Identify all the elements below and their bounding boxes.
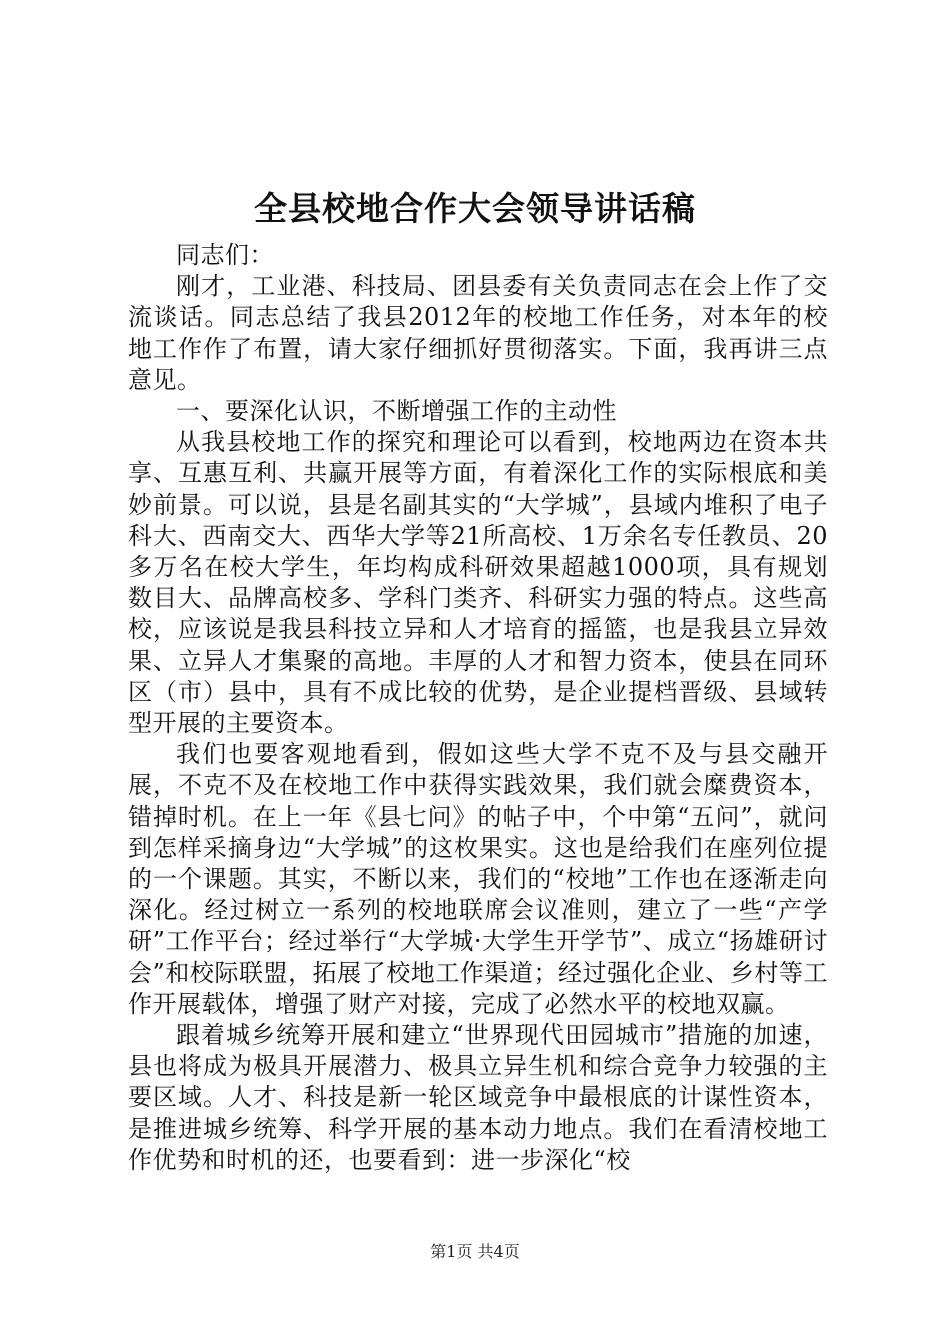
document-title: 全县校地合作大会领导讲话稿 <box>254 189 696 228</box>
document-body <box>128 240 828 1176</box>
paragraph-body: 跟着城乡统筹开展和建立“世界现代田园城市”措施的加速，县也将成为极具开展潜力、极具立异生机和综合竞争力较强的主要区域。人才、科技是新一轮区域竞争中最根底的计谋性资本，是推进城乡统筹、科学开展的基本动力地点。我们在看清校地工作优势和时机的还，也要看到：进一步深化“校 <box>128 1021 828 1174</box>
paragraph-intro: 刚才，工业港、科技局、团县委有关负责同志在会上作了交流谈话。同志总结了我县2012年的校地工作任务，对本年的校地工作作了布置，请大家仔细抓好贯彻落实。下面，我再讲三点意见。 <box>128 272 828 394</box>
salutation: 同志们： <box>176 241 274 269</box>
section-heading-1: 一、要深化认识，不断增强工作的主动性 <box>176 397 617 426</box>
paragraph-body: 从我县校地工作的探究和理论可以看到，校地两边在资本共享、互惠互利、共赢开展等方面，有着深化工作的实际根底和美妙前景。可以说，县是名副其实的“大学城”，县域内堆积了电子科大、西南交大、西华大学等21所高校、1万余名专任教员、20多万名在校大学生，年均构成科研效果超越1000项，具有规划数目大、品牌高校多、学科门类齐、科研实力强的特点。这些高校，应该说是我县科技立异和人才培育的摇篮，也是我县立异效果、立异人才集聚的高地。丰厚的人才和智力资本，使县在同环区（市）县中，具有不成比较的优势，是企业提档晋级、县域转型开展的主要资本。 <box>128 428 828 738</box>
paragraph-body: 我们也要客观地看到，假如这些大学不克不及与县交融开展，不克不及在校地工作中获得实践效果，我们就会糜费资本，错掉时机。在上一年《县七问》的帖子中，个中第“五问”，就问到怎样采摘身边“大学城”的这枚果实。这也是给我们在座列位提的一个课题。其实，不断以来，我们的“校地”工作也在逐渐走向深化。经过树立一系列的校地联席会议准则，建立了一些“产学研”工作平台；经过举行“大学城·大学生开学节”、成立“扬雄研讨会”和校际联盟，拓展了校地工作渠道；经过强化企业、乡村等工作开展载体，增强了财产对接，完成了必然水平的校地双赢。 <box>128 740 828 1018</box>
page-indicator: 第1页 共4页 <box>430 1242 520 1261</box>
